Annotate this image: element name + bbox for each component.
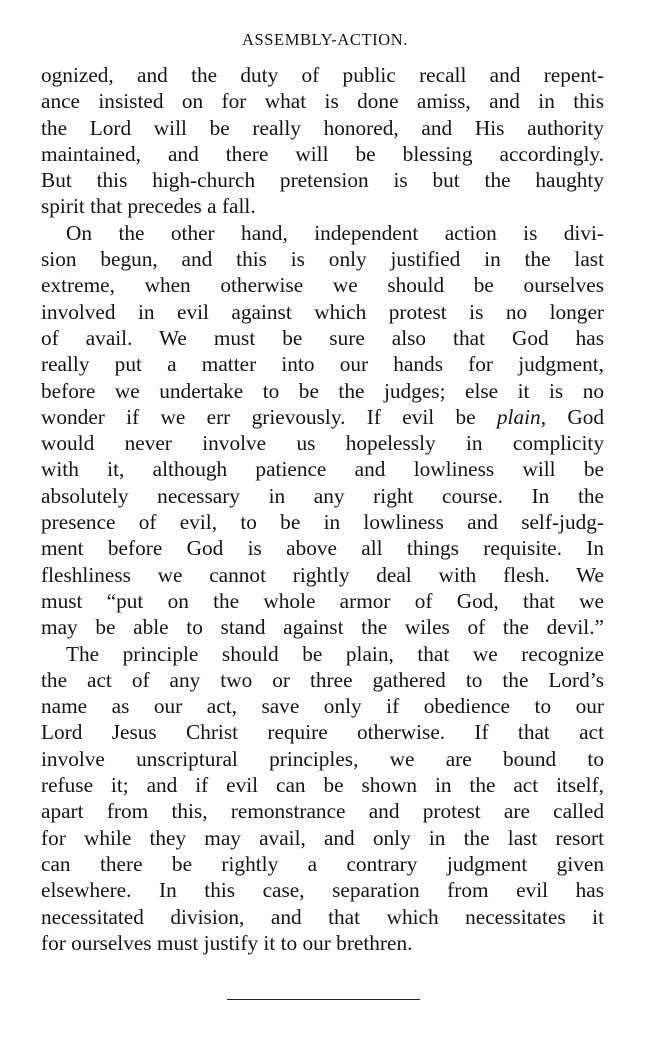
- text-line: [41, 614, 604, 640]
- text-line: [41, 930, 604, 956]
- text-line: [41, 193, 604, 219]
- text-line-content: extreme, when otherwise we should be ourselves: [41, 273, 604, 298]
- text-line: [41, 88, 604, 114]
- text-line: [41, 325, 604, 351]
- running-head: ASSEMBLY-ACTION.: [241, 30, 409, 49]
- text-line: [41, 246, 604, 272]
- text-line-content: Lord Jesus Christ require otherwise. If that act: [41, 720, 604, 745]
- text-line-content: involved in evil against which protest is no longer: [41, 299, 604, 324]
- text-line-content: fleshliness we cannot rightly deal with flesh. We: [41, 562, 604, 587]
- text-line: [41, 509, 604, 535]
- text-line-content: refuse it; and if evil can be shown in the act itself,: [41, 773, 604, 798]
- text-line: [41, 719, 604, 745]
- text-line-content: of avail. We must be sure also that God has: [41, 325, 604, 350]
- text-line: [41, 667, 604, 693]
- text-line-content: can there be rightly a contrary judgment given: [41, 851, 604, 876]
- text-line: [41, 877, 604, 903]
- text-line-content: must “put on the whole armor of God, that we: [41, 588, 604, 613]
- text-line-content: for ourselves must justify it to our brethren.: [41, 930, 413, 955]
- text-line: [41, 798, 604, 824]
- text-line-content: with it, although patience and lowliness will be: [41, 457, 604, 482]
- text-line-content: necessitated division, and that which necessitates it: [41, 904, 604, 929]
- text-line-content: ance insisted on for what is done amiss, and in this: [41, 89, 604, 114]
- text-line-content: would never involve us hopelessly in complicity: [41, 431, 604, 456]
- text-line-content: involve unscriptural principles, we are bound to: [41, 746, 604, 771]
- text-line: [41, 430, 604, 456]
- text-line: [41, 62, 604, 88]
- text-line: [41, 693, 604, 719]
- text-line: [41, 378, 604, 404]
- text-line-content: the Lord will be really honored, and His authority: [41, 115, 604, 140]
- text-line: [41, 299, 604, 325]
- body-text: [41, 62, 604, 956]
- text-line-content: On the other hand, independent action is divi-: [66, 220, 604, 245]
- text-line: [41, 167, 604, 193]
- text-line-content: before we undertake to be the judges; else it is no: [41, 378, 604, 403]
- text-line: [41, 351, 604, 377]
- text-line: [41, 825, 604, 851]
- text-line-tail: , God: [540, 404, 604, 429]
- text-line-content: sion begun, and this is only justified in the last: [41, 247, 604, 272]
- text-line-content: But this high-church pretension is but the haughty: [41, 168, 604, 193]
- text-line: [41, 562, 604, 588]
- text-line-content: really put a matter into our hands for judgment,: [41, 352, 604, 377]
- text-line: [41, 115, 604, 141]
- text-line: [41, 535, 604, 561]
- text-line-content: spirit that precedes a fall.: [41, 194, 256, 219]
- text-line: [41, 456, 604, 482]
- text-line: [41, 483, 604, 509]
- text-line-content: may be able to stand against the wiles of the devil.”: [41, 615, 604, 640]
- text-line: [41, 404, 604, 430]
- closing-rule: [227, 999, 420, 1000]
- text-line-content: elsewhere. In this case, separation from evil has: [41, 878, 604, 903]
- text-line: [41, 851, 604, 877]
- text-line-content: The principle should be plain, that we recognize: [66, 641, 604, 666]
- text-line-content: ognized, and the duty of public recall and repent-: [41, 63, 604, 87]
- text-line: [41, 588, 604, 614]
- text-line: [41, 904, 604, 930]
- text-line-content: apart from this, remonstrance and protest are called: [41, 799, 604, 824]
- text-line-content: the act of any two or three gathered to the Lord’s: [41, 667, 604, 692]
- text-line: [41, 220, 604, 246]
- text-line: [41, 272, 604, 298]
- text-line-content: for while they may avail, and only in the last resort: [41, 825, 604, 850]
- text-line-content: absolutely necessary in any right course. In the: [41, 483, 604, 508]
- text-line: [41, 641, 604, 667]
- text-line-content: ment before God is above all things requisite. In: [41, 536, 604, 561]
- text-line-content: presence of evil, to be in lowliness and self-judg-: [41, 510, 604, 535]
- italic-word: plain: [475, 404, 541, 429]
- text-line-content: maintained, and there will be blessing accordingly.: [41, 141, 604, 166]
- text-line: [41, 746, 604, 772]
- text-line: [41, 772, 604, 798]
- text-line-content: name as our act, save only if obedience to our: [41, 694, 604, 719]
- text-line-content: wonder if we err grievously. If evil be: [41, 404, 476, 429]
- text-line: [41, 141, 604, 167]
